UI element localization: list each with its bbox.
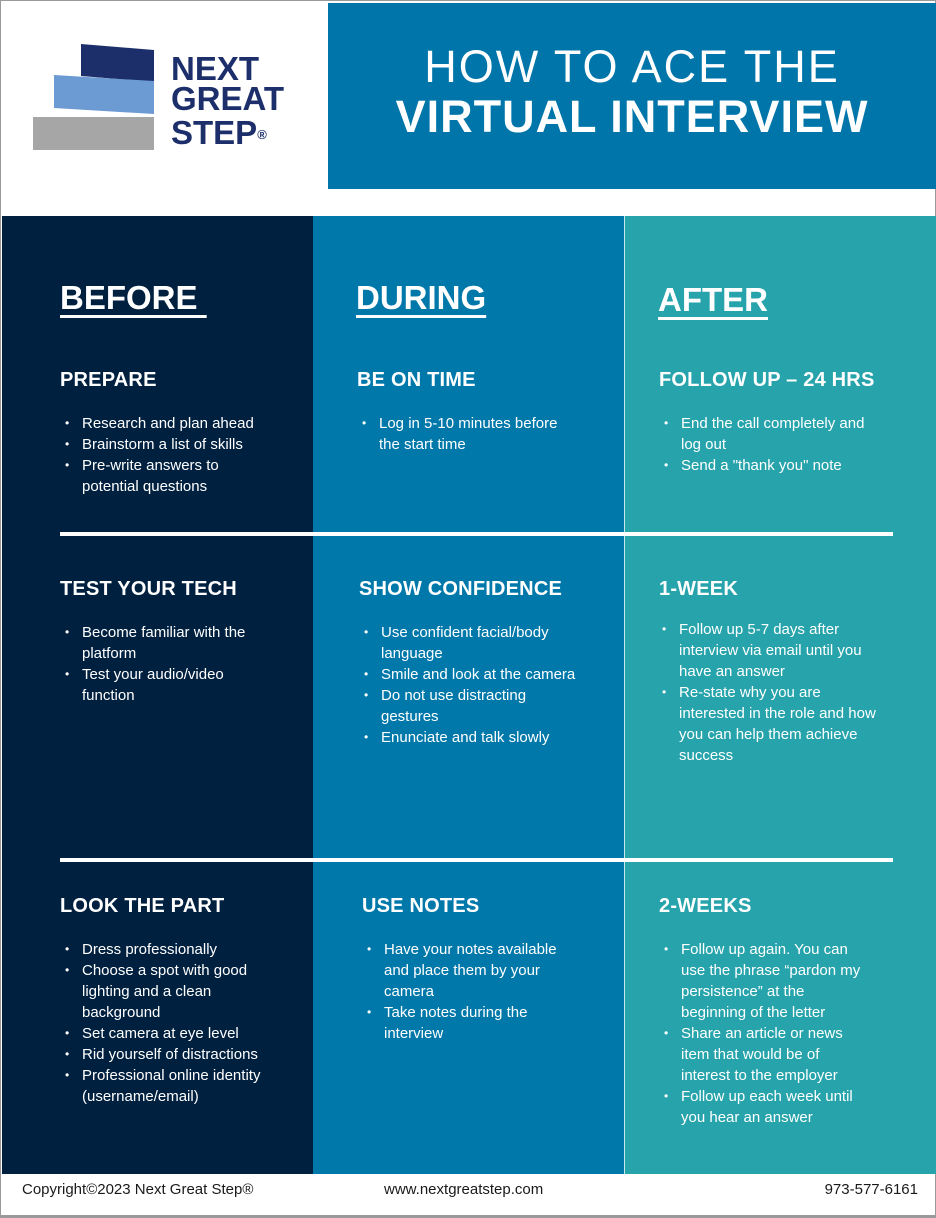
column-separator [624, 216, 625, 1174]
list-item: • Choose a spot with good lighting and a clean background [60, 960, 310, 1023]
section-title-look-the-part: LOOK THE PART [60, 895, 225, 917]
title-banner [328, 3, 936, 189]
list-item: • Rid yourself of distractions [60, 1044, 310, 1065]
after-heading: AFTER [658, 281, 768, 318]
list-item: • Enunciate and talk slowly [359, 727, 621, 748]
section-title-use-notes: USE NOTES [362, 895, 480, 917]
list-item: • Send a "thank you" note [659, 455, 931, 476]
list-item: • Become familiar with the platform [60, 622, 310, 664]
list-item: • Smile and look at the camera [359, 664, 621, 685]
row-divider-2 [60, 858, 893, 862]
before-heading: BEFORE [60, 279, 207, 316]
logo-line3: STEP® [171, 114, 267, 151]
footer-website-link[interactable]: www.nextgreatstep.com [384, 1181, 544, 1198]
list-use-notes [362, 939, 617, 1044]
list-item: • Re-state why you are interested in the role and how you can help them achieve success [657, 682, 932, 766]
list-look-the-part [60, 939, 310, 1107]
list-item: • End the call completely and log out [659, 413, 931, 455]
list-item: • Do not use distracting gestures [359, 685, 621, 727]
list-item: • Brainstorm a list of skills [60, 434, 310, 455]
list-1-week [657, 619, 932, 766]
row-divider-1 [60, 532, 893, 536]
logo-line2: GREAT [171, 80, 285, 117]
list-item: • Test your audio/video function [60, 664, 310, 706]
list-2-weeks [659, 939, 931, 1128]
list-item: • Professional online identity (username/email) [60, 1065, 310, 1107]
section-title-2-weeks: 2-WEEKS [659, 895, 752, 917]
section-title-be-on-time: BE ON TIME [357, 369, 476, 391]
section-title-follow-up-24-hrs: FOLLOW UP – 24 HRS [659, 369, 875, 391]
list-item: • Pre-write answers to potential questions [60, 455, 310, 497]
section-title-show-confidence: SHOW CONFIDENCE [359, 578, 562, 600]
list-item: • Set camera at eye level [60, 1023, 310, 1044]
during-heading: DURING [356, 279, 487, 316]
registered-mark: ® [257, 127, 267, 142]
list-test-your-tech [60, 622, 310, 706]
logo-line1: NEXT [171, 50, 260, 87]
list-item: • Have your notes available and place them by your camera [362, 939, 617, 1002]
list-follow-up-24-hrs [659, 413, 931, 476]
list-item: • Take notes during the interview [362, 1002, 617, 1044]
list-item: • Use confident facial/body language [359, 622, 621, 664]
footer-copyright: Copyright©2023 Next Great Step® [22, 1181, 254, 1198]
list-item: • Research and plan ahead [60, 413, 310, 434]
footer-phone: 973-577-6161 [824, 1181, 918, 1198]
logo [33, 44, 323, 156]
list-item: • Follow up each week until you hear an answer [659, 1086, 931, 1128]
list-item: • Share an article or news item that would be of interest to the employer [659, 1023, 931, 1086]
list-item: • Dress professionally [60, 939, 310, 960]
title-line1: HOW TO ACE THE [424, 41, 840, 92]
list-prepare [60, 413, 310, 497]
section-title-prepare: PREPARE [60, 369, 157, 391]
section-title-test-your-tech: TEST YOUR TECH [60, 578, 237, 600]
footer [0, 1174, 936, 1214]
list-show-confidence [359, 622, 621, 748]
title-line2: VIRTUAL INTERVIEW [395, 91, 869, 142]
section-title-1-week: 1-WEEK [659, 578, 738, 600]
list-item: • Follow up 5-7 days after interview via email until you have an answer [657, 619, 932, 682]
list-be-on-time [357, 413, 617, 455]
list-item: • Follow up again. You can use the phrase “pardon my persistence” at the beginning of the letter [659, 939, 931, 1023]
list-item: • Log in 5-10 minutes before the start time [357, 413, 617, 455]
logo-bars-icon [33, 44, 158, 156]
